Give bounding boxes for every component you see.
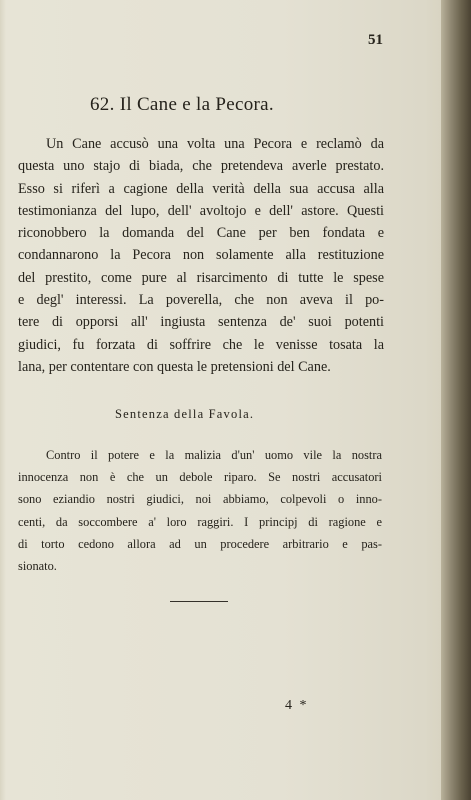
fable-text (18, 133, 384, 378)
moral-line: Contro il potere e la malizia d'un' uomo vile la nostra (46, 448, 382, 462)
fable-line: giudici, fu forzata di soffrire che le venisse tosata la (18, 336, 384, 353)
moral-line: centi, da soccombere a' loro raggiri. I principj di ragione e (18, 514, 382, 529)
fable-line: Un Cane accusò una volta una Pecora e reclamò da (46, 136, 384, 152)
moral-text (18, 444, 382, 577)
fable-line: tere di opporsi all' ingiusta sentenza de' suoi potenti (18, 314, 384, 331)
fable-line: del prestito, come pure al risarcimento di tutte le spese (18, 269, 384, 286)
moral-heading: Sentenza della Favola. (115, 407, 255, 421)
section-divider (170, 601, 228, 602)
fable-title: 62. Il Cane e la Pecora. (90, 94, 274, 115)
fable-line: lana, per contentare con questa le pretensioni del Cane. (18, 358, 331, 375)
fable-line: riconobbero la domanda del Cane per ben fondata e (18, 225, 384, 242)
fable-line: e degl' interessi. La poverella, che non aveva il po- (18, 292, 384, 309)
moral-line: sionato. (18, 559, 57, 574)
moral-line: sono eziandio nostri giudici, noi abbiamo, colpevoli o inno- (18, 492, 382, 507)
moral-line: di torto cedono allora ad un procedere arbitrario e pas- (18, 536, 382, 551)
fable-line: questa uno stajo di biada, che pretendeva averle prestato. (18, 158, 384, 175)
book-spine (441, 0, 471, 800)
fable-line: testimonianza del lupo, dell' avoltojo e dell' astore. Questi (18, 202, 384, 219)
fable-line: condannarono la Pecora non solamente alla restituzione (18, 247, 384, 264)
moral-line: innocenza non è che un debole riparo. Se nostri accusatori (18, 470, 382, 485)
fable-line: Esso si riferì a cagione della verità della sua accusa alla (18, 180, 384, 197)
signature-mark: 4 * (285, 698, 309, 713)
page-number: 51 (368, 32, 383, 48)
